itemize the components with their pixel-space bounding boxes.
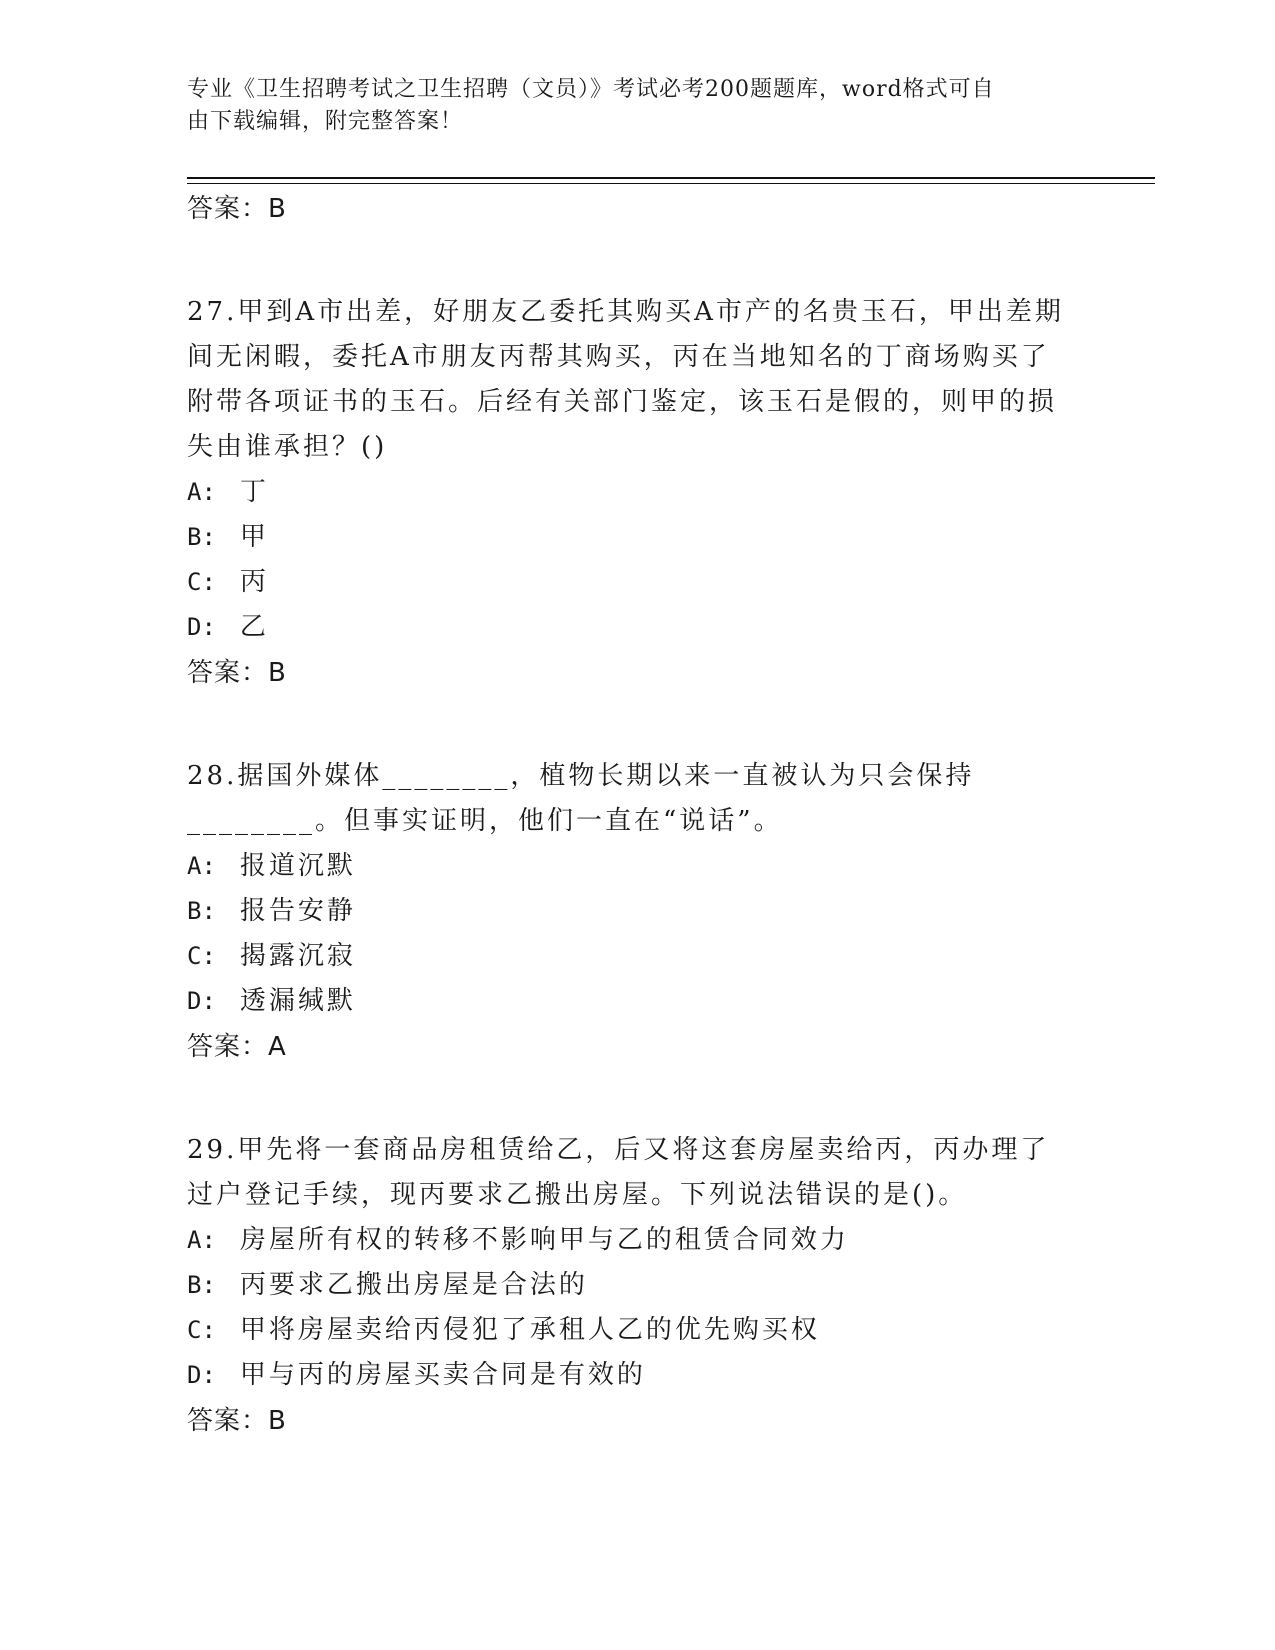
header-rule-thick bbox=[187, 177, 1155, 179]
answer-line bbox=[187, 1398, 1067, 1444]
header-line-2: 由下载编辑，附完整答案！ bbox=[187, 109, 464, 134]
option-c bbox=[187, 560, 1067, 605]
option-text: 报告安静 bbox=[239, 896, 356, 926]
option-b bbox=[187, 889, 1067, 934]
option-key: C: bbox=[187, 1316, 216, 1344]
answer-letter: B bbox=[268, 194, 287, 224]
option-key: C: bbox=[187, 942, 216, 970]
option-d bbox=[187, 605, 1067, 650]
option-text: 甲 bbox=[239, 522, 269, 552]
option-key: B: bbox=[187, 897, 216, 925]
option-text: 乙 bbox=[239, 612, 269, 642]
option-text: 透漏缄默 bbox=[239, 986, 356, 1016]
option-a bbox=[187, 1218, 1067, 1263]
option-text: 揭露沉寂 bbox=[239, 941, 356, 971]
option-key: A: bbox=[187, 1226, 216, 1254]
header-rule-thin bbox=[187, 183, 1155, 184]
option-key: B: bbox=[187, 523, 216, 551]
option-d bbox=[187, 1353, 1067, 1398]
answer-line bbox=[187, 650, 1067, 696]
option-a bbox=[187, 844, 1067, 889]
option-c bbox=[187, 1308, 1067, 1353]
question-stem bbox=[187, 1128, 1067, 1218]
answer-line bbox=[187, 1024, 1067, 1070]
question-text: 甲先将一套商品房租赁给乙，后又将这套房屋卖给丙，丙办理了过户登记手续，现丙要求乙搬出房屋。下列说法错误的是()。 bbox=[187, 1135, 1050, 1210]
option-text: 甲与丙的房屋买卖合同是有效的 bbox=[239, 1360, 646, 1390]
question-29 bbox=[187, 1128, 1067, 1444]
option-key: A: bbox=[187, 852, 216, 880]
option-key: A: bbox=[187, 478, 216, 506]
option-c bbox=[187, 934, 1067, 979]
question-27 bbox=[187, 290, 1067, 696]
option-text: 丁 bbox=[239, 477, 269, 507]
option-key: D: bbox=[187, 987, 216, 1015]
question-text: 据国外媒体________，植物长期以来一直被认为只会保持________。但事实证明，他们一直在“说话”。 bbox=[187, 761, 975, 836]
question-number: 27. bbox=[187, 297, 238, 327]
option-a bbox=[187, 470, 1067, 515]
option-text: 房屋所有权的转移不影响甲与乙的租赁合同效力 bbox=[239, 1225, 849, 1255]
option-key: B: bbox=[187, 1271, 216, 1299]
answer-line bbox=[187, 186, 1067, 232]
answer-label: 答案： bbox=[187, 1032, 269, 1062]
option-text: 甲将房屋卖给丙侵犯了承租人乙的优先购买权 bbox=[239, 1315, 820, 1345]
option-key: C: bbox=[187, 568, 216, 596]
option-text: 报道沉默 bbox=[239, 851, 356, 881]
answer-label: 答案： bbox=[187, 658, 269, 688]
option-d bbox=[187, 979, 1067, 1024]
question-28 bbox=[187, 754, 1067, 1070]
document-header bbox=[187, 74, 1087, 138]
option-key: D: bbox=[187, 1361, 216, 1389]
answer-label: 答案： bbox=[187, 1406, 269, 1436]
question-number: 29. bbox=[187, 1135, 238, 1165]
option-b bbox=[187, 515, 1067, 560]
answer-letter: A bbox=[268, 1032, 287, 1062]
answer-letter: B bbox=[268, 658, 287, 688]
option-b bbox=[187, 1263, 1067, 1308]
question-stem bbox=[187, 290, 1067, 470]
question-text: 甲到A市出差，好朋友乙委托其购买A市产的名贵玉石，甲出差期间无闲暇，委托A市朋友丙帮其购买，丙在当地知名的丁商场购买了附带各项证书的玉石。后经有关部门鉴定，该玉石是假的，则甲的损失由谁承担？() bbox=[187, 297, 1064, 462]
answer-letter: B bbox=[268, 1406, 287, 1436]
option-text: 丙 bbox=[239, 567, 269, 597]
question-stem bbox=[187, 754, 1067, 844]
option-text: 丙要求乙搬出房屋是合法的 bbox=[239, 1270, 588, 1300]
option-key: D: bbox=[187, 613, 216, 641]
document-content bbox=[187, 186, 1067, 1444]
question-number: 28. bbox=[187, 761, 238, 791]
answer-label: 答案： bbox=[187, 194, 269, 224]
header-line-1: 专业《卫生招聘考试之卫生招聘（文员）》考试必考200题题库，word格式可自 bbox=[187, 77, 995, 102]
